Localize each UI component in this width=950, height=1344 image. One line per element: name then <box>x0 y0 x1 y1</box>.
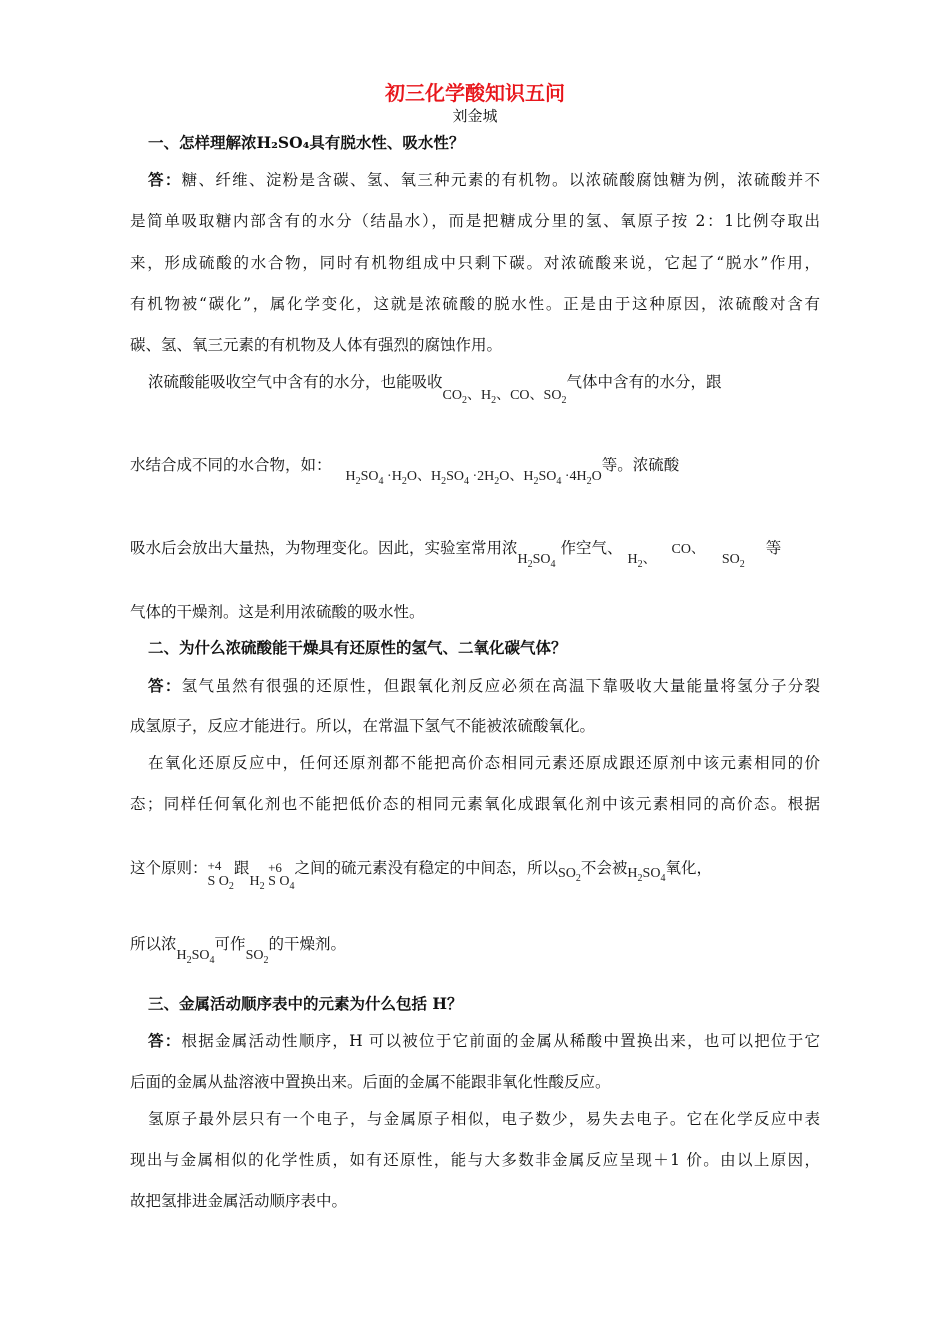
q3-para-2-line-2: 现出与金属相似的化学性质，如有还原性，能与大多数非金属反应呈现＋1 价。由以上原因， <box>130 1151 820 1169</box>
formula-gas-list: $CO_2$、$H_2$、CO、$SO_2$ <box>442 388 567 406</box>
q1-para-2-line-3 <box>130 538 820 570</box>
q1-para-2-line-1 <box>148 372 838 406</box>
q1-answer-line-2: 是简单吸取糖内部含有的水分（结晶水），而是把糖成分里的氢、氧原子按 2：1比例夺取出 <box>130 212 820 230</box>
formula-hydrates: $H_2SO_4 \cdot H_2O$、$H_2SO_4 \cdot 2H_2O$、$H_2SO_4 \cdot 4H_2O$ <box>345 469 602 487</box>
paragraph-text: 不会被 <box>580 859 628 877</box>
paragraph-text: 水结合成不同的水合物，如： <box>130 456 332 474</box>
sulfur-symbol: +6 S <box>268 860 282 889</box>
question-1-heading: 一、怎样理解浓H₂SO₄具有脱水性、吸水性？ <box>148 133 465 152</box>
paragraph-text: 之间的硫元素没有稳定的中间态，所以 <box>294 859 558 877</box>
paragraph-text: 这个原则： <box>130 859 208 877</box>
paragraph-text: 氧化， <box>665 859 712 877</box>
q3-para-2-line-3: 故把氢排进金属活动顺序表中。 <box>130 1192 348 1210</box>
formula-so2: $SO_2$ <box>721 552 745 570</box>
paragraph-text: 的干燥剂。 <box>268 935 346 953</box>
q2-para-2-line-4 <box>130 934 820 966</box>
paragraph-text: 根据金属活动性顺序，H 可以被位于它前面的金属从稀酸中置换出来，也可以把位于它 <box>181 1032 820 1050</box>
paragraph-text: 可作 <box>214 935 246 953</box>
q3-para-2-line-1: 氢原子最外层只有一个电子，与金属原子相似，电子数少，易失去电子。它在化学反应中表 <box>148 1110 820 1128</box>
q2-answer-line-2: 成氢原子，反应才能进行。所以，在常温下氢气不能被浓硫酸氧化。 <box>130 717 596 735</box>
q2-para-2-line-3 <box>130 858 820 892</box>
paragraph-text: 等。浓硫酸 <box>601 456 680 474</box>
formula-h2: $H_2$、 <box>627 552 657 570</box>
formula-h2so4: $H_2SO_4$ <box>176 948 215 966</box>
paragraph-text: 作空气、 <box>560 539 623 557</box>
paragraph-text: 吸水后会放出大量热，为物理变化。因此，实验室常用浓 <box>130 539 518 557</box>
formula-h2so4: $H_2SO_4$ <box>627 866 666 884</box>
q2-para-2-line-1: 在氧化还原反应中，任何还原剂都不能把高价态相同元素还原成跟还原剂中该元素相同的价 <box>148 754 820 772</box>
paragraph-text: 所以浓 <box>130 935 177 953</box>
document-title: 初三化学酸知识五问 <box>385 81 565 105</box>
formula-co: CO、 <box>671 542 705 557</box>
oxidation-state-plus4: +4 <box>207 858 222 873</box>
formula-h2so4: $H_2SO_4$ <box>517 552 556 570</box>
paragraph-text: 跟 <box>233 859 250 877</box>
formula-so2: $SO_2$ <box>245 948 269 966</box>
q3-answer-line-1 <box>148 1031 820 1051</box>
formula-so2-oxidation: +4 S $O_2$ <box>207 858 234 892</box>
answer-label: 答： <box>148 676 182 695</box>
answer-label: 答： <box>148 170 182 189</box>
paragraph-text: 氢气虽然有很强的还原性，但跟氧化剂反应必须在高温下靠吸收大量能量将氢分子分裂 <box>181 677 820 695</box>
q1-answer-line-4: 有机物被“碳化”，属化学变化，这就是浓硫酸的脱水性。正是由于这种原因，浓硫酸对含有 <box>130 295 820 313</box>
answer-label: 答： <box>148 1031 182 1050</box>
paragraph-text: 等 <box>765 539 782 557</box>
formula-h2so4-oxidation: $H_2$ +6 S $O_4$ <box>249 860 295 892</box>
q1-answer-line-3: 来，形成硫酸的水合物，同时有机物组成中只剩下碳。对浓硫酸来说，它起了“脱水”作用， <box>130 254 820 272</box>
question-2-heading: 二、为什么浓硫酸能干燥具有还原性的氢气、二氧化碳气体？ <box>148 638 567 657</box>
q1-answer-line-5: 碳、氢、氧三元素的有机物及人体有强烈的腐蚀作用。 <box>130 336 503 354</box>
q1-para-2-line-2 <box>130 455 820 487</box>
formula-so2: $SO_2$ <box>558 866 581 884</box>
question-3-heading: 三、金属活动顺序表中的元素为什么包括 H？ <box>148 994 463 1013</box>
paragraph-text: 浓硫酸能吸收空气中含有的水分，也能吸收 <box>148 373 443 391</box>
author-name: 刘金城 <box>452 107 498 125</box>
paragraph-text: 糖、纤维、淀粉是含碳、氢、氧三种元素的有机物。以浓硫酸腐蚀糖为例，浓硫酸并不 <box>181 171 820 189</box>
q1-para-2-line-4: 气体的干燥剂。这是利用浓硫酸的吸水性。 <box>130 603 425 621</box>
oxidation-state-plus6: +6 <box>268 860 282 875</box>
paragraph-text: 气体中含有的水分，跟 <box>566 373 722 391</box>
q2-answer-line-1 <box>148 676 820 696</box>
q2-para-2-line-2: 态；同样任何氧化剂也不能把低价态的相同元素氧化成跟氧化剂中该元素相同的高价态。根据 <box>130 795 820 813</box>
q3-answer-line-2: 后面的金属从盐溶液中置换出来。后面的金属不能跟非氧化性酸反应。 <box>130 1073 611 1091</box>
q1-answer-line-1 <box>148 170 820 190</box>
